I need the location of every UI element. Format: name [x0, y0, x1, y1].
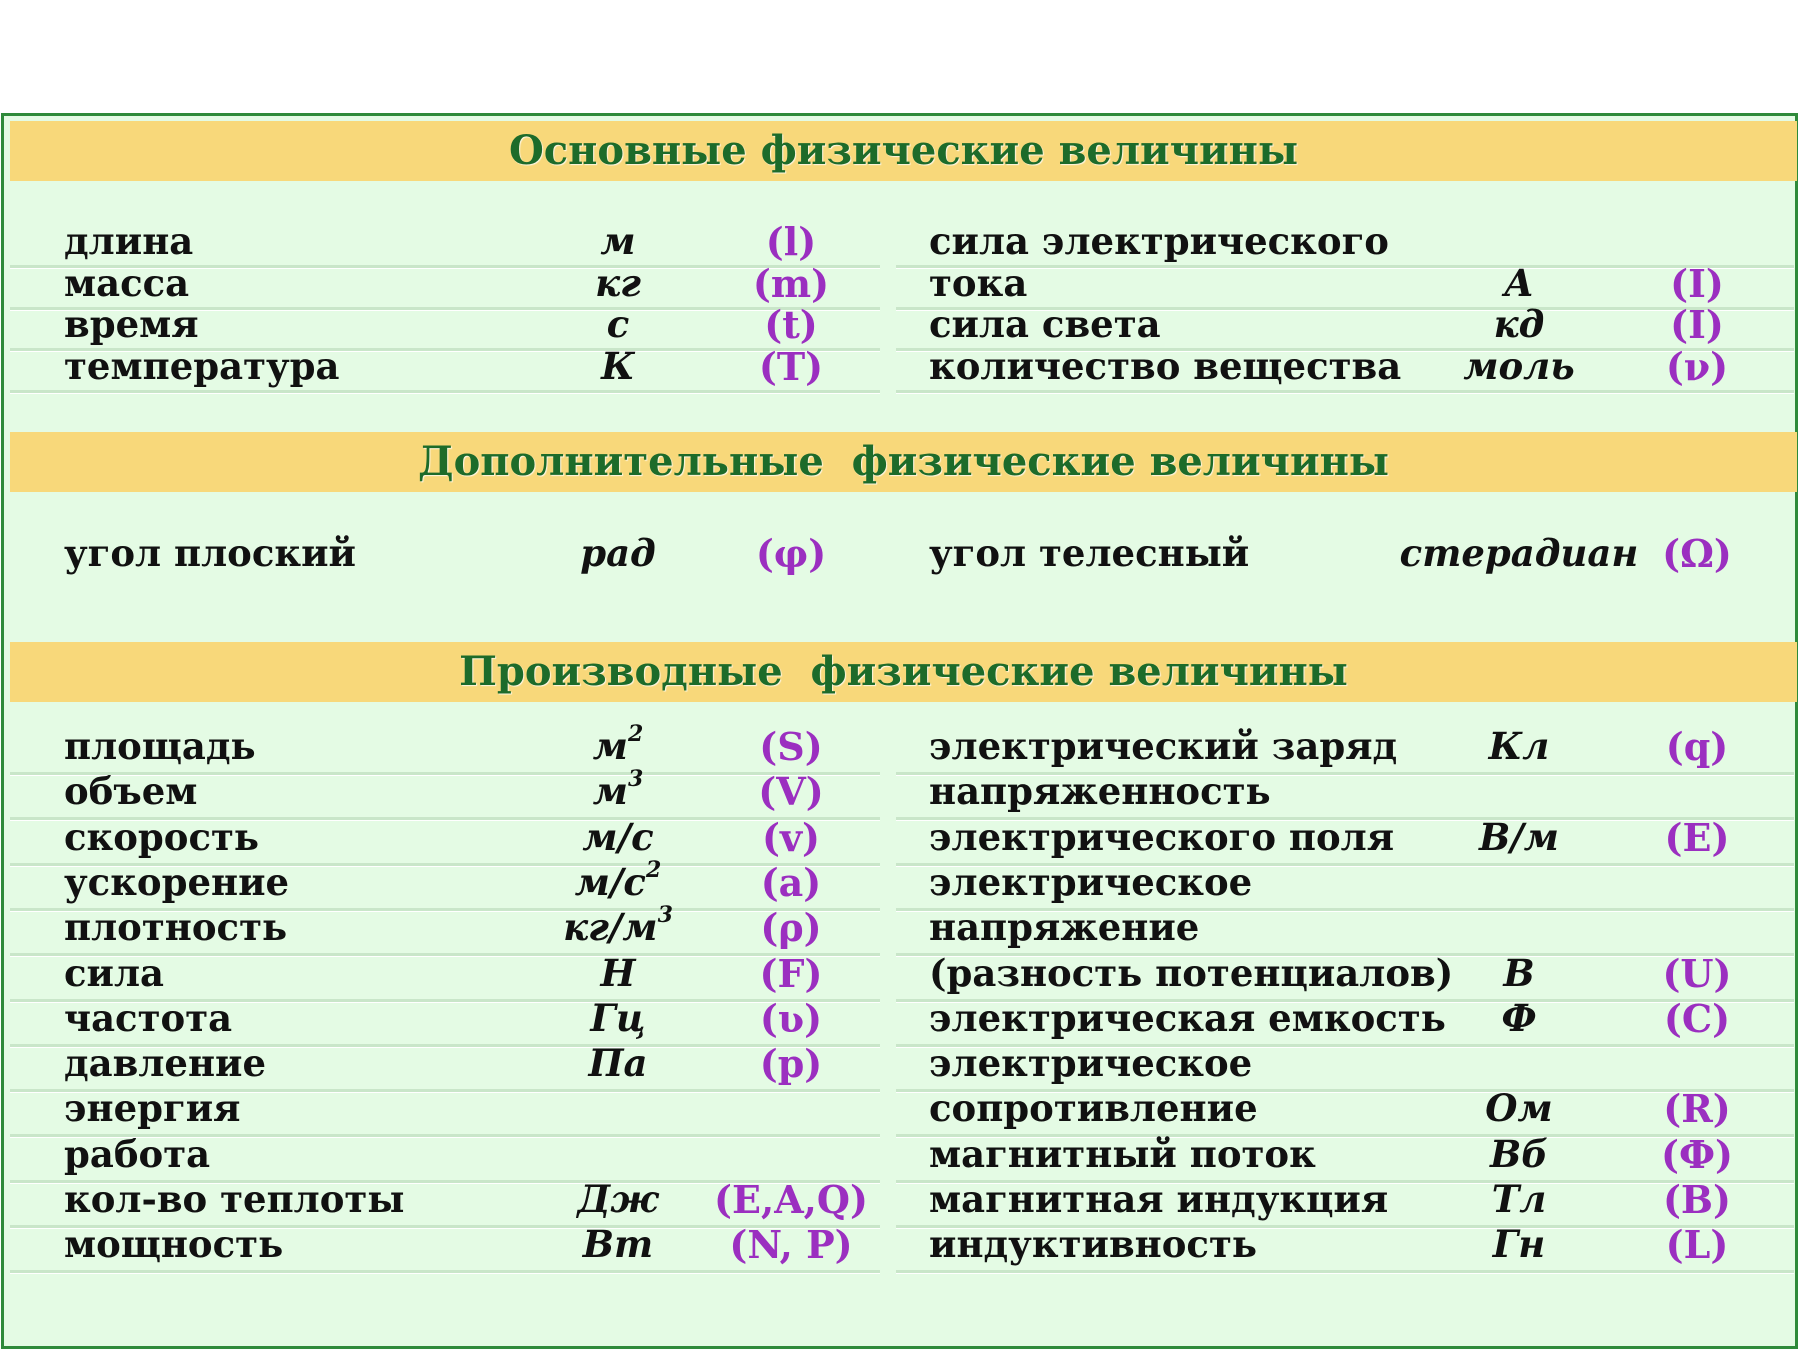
quantity-name: частота: [64, 995, 233, 1040]
quantity-name: ускорение: [64, 859, 290, 904]
quantity-name: площадь: [64, 724, 256, 768]
unit-power: 3: [627, 766, 644, 793]
row-divider: [896, 1270, 1794, 1274]
quantity-name: кол-во теплоты: [64, 1177, 405, 1221]
quantity-symbol: (ν): [1665, 343, 1729, 389]
quantity-name: электрический заряд: [929, 724, 1398, 768]
quantity-symbol: (q): [1665, 724, 1729, 769]
quantity-name: тока: [929, 260, 1028, 305]
unit-text: м: [592, 724, 628, 768]
quantity-symbol: (m): [752, 260, 830, 306]
quantity-name: плотность: [64, 905, 288, 950]
quantity-symbol: (T): [758, 343, 824, 389]
unit-text: кд: [1493, 302, 1545, 346]
quantity-name: скорость: [64, 814, 260, 859]
quantity-name: температура: [64, 343, 340, 388]
unit-text: К: [601, 343, 635, 388]
unit-text: Гц: [590, 995, 646, 1040]
quantity-symbol: (ʋ): [759, 995, 823, 1041]
quantity-name: (разность потенциалов): [929, 950, 1454, 995]
unit-text: Дж: [577, 1177, 659, 1221]
section-header-supplementary: [10, 432, 1797, 492]
quantity-symbol: (p): [759, 1041, 823, 1087]
quantity-symbol: (R): [1663, 1086, 1731, 1132]
quantity-name: индуктивность: [929, 1222, 1257, 1267]
unit-text: Ом: [1485, 1086, 1553, 1131]
unit-power: 2: [645, 856, 662, 883]
quantity-name: давление: [64, 1041, 267, 1086]
unit-power: 2: [627, 721, 644, 747]
quantity-symbol: (v): [761, 814, 821, 860]
row-divider: [10, 1270, 880, 1274]
quantity-name: электрическое: [929, 1041, 1253, 1086]
unit-text: моль: [1463, 343, 1575, 388]
quantity-name: масса: [64, 260, 190, 305]
unit-text: Кл: [1488, 724, 1550, 768]
quantity-symbol: (Ω): [1662, 531, 1732, 576]
quantities-table: [1, 113, 1798, 1349]
quantity-name: длина: [64, 219, 194, 263]
quantity-symbol: (φ): [755, 531, 827, 576]
quantity-symbol: (V): [758, 769, 824, 815]
unit-text: Ф: [1501, 995, 1537, 1040]
row-divider: [896, 390, 1794, 394]
quantity-name: работа: [64, 1131, 211, 1176]
quantity-symbol: (I): [1670, 302, 1724, 347]
quantity-name: сила: [64, 950, 165, 995]
quantity-name: количество вещества: [929, 343, 1402, 388]
section-title: Основные физические величины: [508, 127, 1299, 174]
quantity-name: магнитная индукция: [929, 1177, 1389, 1221]
quantity-symbol: (S): [759, 724, 823, 769]
quantity-name: электрического поля: [929, 814, 1395, 859]
unit-text: рад: [580, 531, 656, 575]
quantity-name: напряжение: [929, 905, 1200, 950]
quantity-name: электрическое: [929, 859, 1253, 904]
quantity-name: электрическая емкость: [929, 995, 1446, 1040]
unit-text: Тл: [1491, 1177, 1547, 1221]
unit-text: Вт: [582, 1222, 654, 1267]
quantity-symbol: (ρ): [760, 905, 822, 951]
quantity-symbol: (l): [765, 219, 817, 264]
unit-text: с: [606, 302, 630, 346]
quantity-symbol: (a): [760, 859, 822, 905]
section-header-basic: [10, 121, 1797, 181]
quantity-name: сопротивление: [929, 1086, 1258, 1131]
section-header-derived: [10, 642, 1797, 702]
unit-text: В/м: [1479, 814, 1559, 859]
quantity-symbol: (U): [1662, 950, 1732, 996]
quantity-name: сила света: [929, 302, 1161, 346]
section-title: Производные физические величины: [459, 648, 1348, 695]
quantity-name: магнитный поток: [929, 1131, 1316, 1176]
quantity-symbol: (B): [1662, 1177, 1732, 1222]
unit-text: кг/м: [563, 905, 658, 950]
quantity-name: напряженность: [929, 769, 1271, 814]
unit-text: м: [600, 219, 636, 263]
unit-text: стерадиан: [1399, 531, 1639, 575]
quantity-name: энергия: [64, 1086, 241, 1131]
unit-text: Н: [600, 950, 636, 995]
quantity-name: сила электрического: [929, 219, 1389, 263]
unit-text: Вб: [1490, 1131, 1548, 1176]
unit-text: Гн: [1492, 1222, 1546, 1267]
quantity-name: угол плоский: [64, 531, 356, 575]
quantity-symbol: (C): [1663, 995, 1731, 1041]
section-title: Дополнительные физические величины: [418, 438, 1389, 485]
unit-text: кг: [595, 260, 641, 305]
quantity-symbol: (Ф): [1660, 1131, 1733, 1177]
quantity-symbol: (L): [1665, 1222, 1729, 1268]
row-divider: [10, 390, 880, 394]
quantity-name: объем: [64, 769, 198, 814]
quantity-symbol: (I): [1670, 260, 1724, 306]
unit-text: А: [1503, 260, 1535, 305]
quantity-symbol: (N, P): [729, 1222, 853, 1268]
quantity-name: мощность: [64, 1222, 284, 1267]
quantity-symbol: (E): [1664, 814, 1730, 860]
quantity-name: время: [64, 302, 199, 346]
unit-text: В: [1503, 950, 1535, 995]
unit-text: м/с: [582, 814, 654, 859]
quantity-symbol: (t): [764, 302, 818, 347]
unit-power: 3: [657, 902, 673, 929]
quantity-symbol: (F): [759, 950, 823, 996]
quantity-symbol: (E,A,Q): [714, 1177, 868, 1222]
quantity-name: угол телесный: [929, 531, 1250, 575]
unit-text: Па: [588, 1041, 648, 1086]
unit-text: м/с: [574, 859, 646, 904]
unit-text: м: [592, 769, 628, 814]
